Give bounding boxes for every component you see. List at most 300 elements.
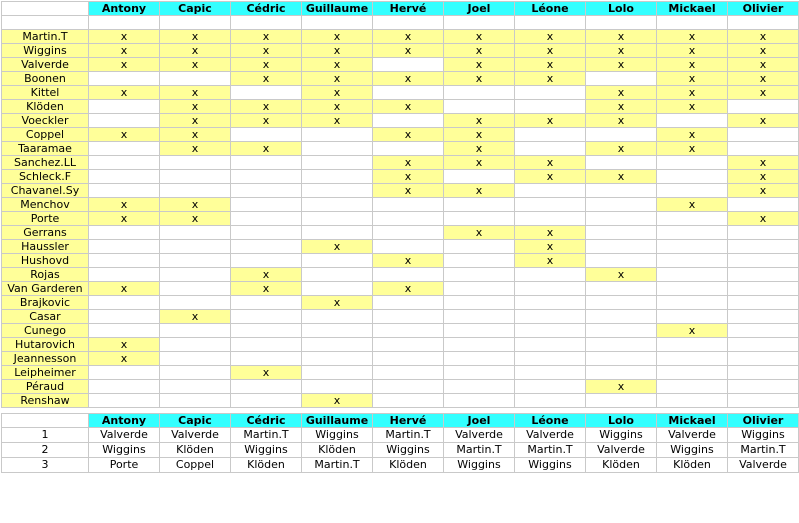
pick-empty[interactable] bbox=[231, 310, 302, 324]
pick-empty[interactable] bbox=[657, 114, 728, 128]
pick-mark[interactable]: x bbox=[160, 58, 231, 72]
ranking-cell[interactable]: Martin.T bbox=[444, 443, 515, 458]
pick-empty[interactable] bbox=[89, 254, 160, 268]
pick-empty[interactable] bbox=[160, 254, 231, 268]
pick-mark[interactable]: x bbox=[586, 86, 657, 100]
pick-empty[interactable] bbox=[373, 240, 444, 254]
pick-empty[interactable] bbox=[657, 310, 728, 324]
empty-cell[interactable] bbox=[728, 16, 799, 30]
pick-empty[interactable] bbox=[231, 198, 302, 212]
pick-empty[interactable] bbox=[657, 282, 728, 296]
pick-mark[interactable]: x bbox=[231, 30, 302, 44]
pick-mark[interactable]: x bbox=[373, 156, 444, 170]
picks-header-3[interactable]: Guillaume bbox=[302, 2, 373, 16]
pick-empty[interactable] bbox=[728, 366, 799, 380]
pick-empty[interactable] bbox=[373, 198, 444, 212]
pick-empty[interactable] bbox=[373, 296, 444, 310]
pick-mark[interactable]: x bbox=[160, 212, 231, 226]
pick-empty[interactable] bbox=[231, 212, 302, 226]
pick-empty[interactable] bbox=[373, 212, 444, 226]
pick-empty[interactable] bbox=[302, 352, 373, 366]
ranking-cell[interactable]: Wiggins bbox=[657, 443, 728, 458]
pick-empty[interactable] bbox=[657, 268, 728, 282]
pick-mark[interactable]: x bbox=[657, 142, 728, 156]
rider-name[interactable]: Gerrans bbox=[2, 226, 89, 240]
pick-empty[interactable] bbox=[515, 394, 586, 408]
picks-header-5[interactable]: Joel bbox=[444, 2, 515, 16]
pick-mark[interactable]: x bbox=[657, 30, 728, 44]
rank-number[interactable]: 3 bbox=[2, 458, 89, 473]
pick-empty[interactable] bbox=[515, 198, 586, 212]
pick-empty[interactable] bbox=[657, 156, 728, 170]
pick-mark[interactable]: x bbox=[89, 352, 160, 366]
pick-empty[interactable] bbox=[657, 240, 728, 254]
rider-name[interactable]: Martin.T bbox=[2, 30, 89, 44]
pick-empty[interactable] bbox=[444, 254, 515, 268]
pick-mark[interactable]: x bbox=[160, 310, 231, 324]
pick-empty[interactable] bbox=[231, 240, 302, 254]
pick-mark[interactable]: x bbox=[657, 86, 728, 100]
pick-empty[interactable] bbox=[160, 240, 231, 254]
pick-empty[interactable] bbox=[728, 282, 799, 296]
pick-empty[interactable] bbox=[515, 310, 586, 324]
pick-empty[interactable] bbox=[444, 86, 515, 100]
pick-mark[interactable]: x bbox=[728, 44, 799, 58]
pick-mark[interactable]: x bbox=[89, 128, 160, 142]
pick-mark[interactable]: x bbox=[89, 44, 160, 58]
empty-cell[interactable] bbox=[231, 16, 302, 30]
pick-empty[interactable] bbox=[444, 394, 515, 408]
empty-cell[interactable] bbox=[373, 16, 444, 30]
pick-mark[interactable]: x bbox=[89, 30, 160, 44]
pick-empty[interactable] bbox=[160, 380, 231, 394]
pick-mark[interactable]: x bbox=[586, 100, 657, 114]
pick-mark[interactable]: x bbox=[302, 44, 373, 58]
empty-cell[interactable] bbox=[2, 16, 89, 30]
pick-empty[interactable] bbox=[89, 226, 160, 240]
pick-empty[interactable] bbox=[586, 310, 657, 324]
pick-empty[interactable] bbox=[89, 296, 160, 310]
pick-empty[interactable] bbox=[231, 394, 302, 408]
pick-empty[interactable] bbox=[586, 338, 657, 352]
pick-mark[interactable]: x bbox=[515, 254, 586, 268]
picks-header-8[interactable]: Mickael bbox=[657, 2, 728, 16]
rider-name[interactable]: Péraud bbox=[2, 380, 89, 394]
pick-mark[interactable]: x bbox=[657, 58, 728, 72]
ranking-cell[interactable]: Wiggins bbox=[89, 443, 160, 458]
pick-empty[interactable] bbox=[231, 296, 302, 310]
ranking-header-5[interactable]: Joel bbox=[444, 414, 515, 428]
pick-empty[interactable] bbox=[728, 352, 799, 366]
ranking-cell[interactable]: Valverde bbox=[444, 428, 515, 443]
pick-mark[interactable]: x bbox=[728, 86, 799, 100]
pick-empty[interactable] bbox=[302, 380, 373, 394]
pick-mark[interactable]: x bbox=[160, 114, 231, 128]
pick-empty[interactable] bbox=[89, 156, 160, 170]
pick-empty[interactable] bbox=[373, 58, 444, 72]
pick-empty[interactable] bbox=[160, 184, 231, 198]
pick-empty[interactable] bbox=[231, 86, 302, 100]
pick-empty[interactable] bbox=[302, 184, 373, 198]
pick-mark[interactable]: x bbox=[444, 30, 515, 44]
pick-mark[interactable]: x bbox=[728, 30, 799, 44]
rider-name[interactable]: Sanchez.LL bbox=[2, 156, 89, 170]
ranking-header-3[interactable]: Guillaume bbox=[302, 414, 373, 428]
pick-empty[interactable] bbox=[657, 254, 728, 268]
pick-empty[interactable] bbox=[373, 338, 444, 352]
rider-name[interactable]: Casar bbox=[2, 310, 89, 324]
ranking-cell[interactable]: Klöden bbox=[373, 458, 444, 473]
pick-empty[interactable] bbox=[586, 198, 657, 212]
pick-mark[interactable]: x bbox=[373, 254, 444, 268]
ranking-cell[interactable]: Valverde bbox=[728, 458, 799, 473]
pick-mark[interactable]: x bbox=[302, 240, 373, 254]
pick-empty[interactable] bbox=[728, 254, 799, 268]
pick-mark[interactable]: x bbox=[586, 142, 657, 156]
pick-empty[interactable] bbox=[89, 394, 160, 408]
pick-empty[interactable] bbox=[515, 352, 586, 366]
empty-cell[interactable] bbox=[515, 16, 586, 30]
pick-mark[interactable]: x bbox=[373, 128, 444, 142]
pick-empty[interactable] bbox=[89, 100, 160, 114]
pick-mark[interactable]: x bbox=[160, 142, 231, 156]
pick-mark[interactable]: x bbox=[231, 142, 302, 156]
ranking-cell[interactable]: Martin.T bbox=[302, 458, 373, 473]
pick-empty[interactable] bbox=[586, 212, 657, 226]
pick-empty[interactable] bbox=[302, 226, 373, 240]
corner-cell[interactable] bbox=[2, 2, 89, 16]
rider-name[interactable]: Klöden bbox=[2, 100, 89, 114]
pick-mark[interactable]: x bbox=[160, 86, 231, 100]
rider-name[interactable]: Schleck.F bbox=[2, 170, 89, 184]
ranking-cell[interactable]: Klöden bbox=[586, 458, 657, 473]
pick-empty[interactable] bbox=[373, 366, 444, 380]
pick-mark[interactable]: x bbox=[586, 114, 657, 128]
pick-empty[interactable] bbox=[89, 380, 160, 394]
pick-mark[interactable]: x bbox=[89, 212, 160, 226]
pick-mark[interactable]: x bbox=[586, 380, 657, 394]
pick-mark[interactable]: x bbox=[373, 100, 444, 114]
pick-mark[interactable]: x bbox=[231, 366, 302, 380]
picks-header-9[interactable]: Olivier bbox=[728, 2, 799, 16]
pick-empty[interactable] bbox=[302, 198, 373, 212]
pick-mark[interactable]: x bbox=[515, 58, 586, 72]
rider-name[interactable]: Boonen bbox=[2, 72, 89, 86]
rider-name[interactable]: Jeannesson bbox=[2, 352, 89, 366]
ranking-cell[interactable]: Wiggins bbox=[444, 458, 515, 473]
pick-mark[interactable]: x bbox=[515, 226, 586, 240]
pick-empty[interactable] bbox=[160, 282, 231, 296]
pick-mark[interactable]: x bbox=[515, 30, 586, 44]
rider-name[interactable]: Renshaw bbox=[2, 394, 89, 408]
pick-mark[interactable]: x bbox=[89, 338, 160, 352]
empty-cell[interactable] bbox=[160, 16, 231, 30]
pick-empty[interactable] bbox=[728, 142, 799, 156]
rider-name[interactable]: Hushovd bbox=[2, 254, 89, 268]
pick-empty[interactable] bbox=[728, 338, 799, 352]
pick-empty[interactable] bbox=[728, 268, 799, 282]
pick-empty[interactable] bbox=[444, 212, 515, 226]
pick-empty[interactable] bbox=[515, 338, 586, 352]
pick-mark[interactable]: x bbox=[515, 114, 586, 128]
pick-empty[interactable] bbox=[444, 366, 515, 380]
pick-mark[interactable]: x bbox=[515, 44, 586, 58]
pick-empty[interactable] bbox=[373, 394, 444, 408]
pick-empty[interactable] bbox=[89, 310, 160, 324]
rank-number[interactable]: 1 bbox=[2, 428, 89, 443]
pick-mark[interactable]: x bbox=[373, 44, 444, 58]
pick-mark[interactable]: x bbox=[89, 86, 160, 100]
pick-mark[interactable]: x bbox=[586, 44, 657, 58]
rider-name[interactable]: Hutarovich bbox=[2, 338, 89, 352]
pick-mark[interactable]: x bbox=[302, 114, 373, 128]
pick-mark[interactable]: x bbox=[89, 282, 160, 296]
pick-empty[interactable] bbox=[444, 324, 515, 338]
pick-mark[interactable]: x bbox=[231, 100, 302, 114]
pick-mark[interactable]: x bbox=[302, 86, 373, 100]
pick-mark[interactable]: x bbox=[657, 324, 728, 338]
rider-name[interactable]: Kittel bbox=[2, 86, 89, 100]
ranking-cell[interactable]: Wiggins bbox=[586, 428, 657, 443]
pick-empty[interactable] bbox=[302, 338, 373, 352]
pick-empty[interactable] bbox=[586, 156, 657, 170]
pick-mark[interactable]: x bbox=[302, 58, 373, 72]
ranking-cell[interactable]: Martin.T bbox=[515, 443, 586, 458]
pick-empty[interactable] bbox=[160, 394, 231, 408]
pick-empty[interactable] bbox=[515, 128, 586, 142]
pick-mark[interactable]: x bbox=[231, 58, 302, 72]
rider-name[interactable]: Rojas bbox=[2, 268, 89, 282]
pick-mark[interactable]: x bbox=[231, 114, 302, 128]
pick-empty[interactable] bbox=[302, 324, 373, 338]
pick-empty[interactable] bbox=[586, 184, 657, 198]
ranking-header-2[interactable]: Cédric bbox=[231, 414, 302, 428]
pick-empty[interactable] bbox=[231, 128, 302, 142]
pick-empty[interactable] bbox=[302, 156, 373, 170]
pick-empty[interactable] bbox=[160, 296, 231, 310]
pick-mark[interactable]: x bbox=[444, 114, 515, 128]
pick-empty[interactable] bbox=[515, 324, 586, 338]
pick-mark[interactable]: x bbox=[728, 72, 799, 86]
pick-empty[interactable] bbox=[302, 142, 373, 156]
ranking-cell[interactable]: Wiggins bbox=[302, 428, 373, 443]
pick-empty[interactable] bbox=[89, 184, 160, 198]
ranking-cell[interactable]: Wiggins bbox=[728, 428, 799, 443]
ranking-cell[interactable]: Martin.T bbox=[728, 443, 799, 458]
ranking-cell[interactable]: Valverde bbox=[657, 428, 728, 443]
pick-mark[interactable]: x bbox=[586, 170, 657, 184]
ranking-header-6[interactable]: Léone bbox=[515, 414, 586, 428]
pick-empty[interactable] bbox=[373, 310, 444, 324]
pick-empty[interactable] bbox=[657, 170, 728, 184]
ranking-cell[interactable]: Wiggins bbox=[373, 443, 444, 458]
ranking-cell[interactable]: Klöden bbox=[657, 458, 728, 473]
pick-empty[interactable] bbox=[586, 366, 657, 380]
pick-empty[interactable] bbox=[160, 338, 231, 352]
pick-mark[interactable]: x bbox=[728, 184, 799, 198]
pick-empty[interactable] bbox=[515, 86, 586, 100]
pick-empty[interactable] bbox=[231, 226, 302, 240]
pick-empty[interactable] bbox=[89, 366, 160, 380]
pick-empty[interactable] bbox=[586, 394, 657, 408]
pick-mark[interactable]: x bbox=[231, 44, 302, 58]
pick-empty[interactable] bbox=[728, 128, 799, 142]
pick-empty[interactable] bbox=[302, 310, 373, 324]
pick-mark[interactable]: x bbox=[231, 268, 302, 282]
pick-empty[interactable] bbox=[302, 282, 373, 296]
pick-mark[interactable]: x bbox=[444, 128, 515, 142]
pick-mark[interactable]: x bbox=[728, 114, 799, 128]
rider-name[interactable]: Porte bbox=[2, 212, 89, 226]
picks-header-2[interactable]: Cédric bbox=[231, 2, 302, 16]
pick-empty[interactable] bbox=[160, 352, 231, 366]
rider-name[interactable]: Wiggins bbox=[2, 44, 89, 58]
empty-cell[interactable] bbox=[444, 16, 515, 30]
pick-empty[interactable] bbox=[444, 268, 515, 282]
pick-empty[interactable] bbox=[231, 352, 302, 366]
pick-mark[interactable]: x bbox=[89, 58, 160, 72]
pick-empty[interactable] bbox=[444, 198, 515, 212]
pick-mark[interactable]: x bbox=[728, 212, 799, 226]
pick-mark[interactable]: x bbox=[444, 142, 515, 156]
pick-mark[interactable]: x bbox=[302, 100, 373, 114]
pick-empty[interactable] bbox=[231, 380, 302, 394]
pick-mark[interactable]: x bbox=[231, 72, 302, 86]
pick-mark[interactable]: x bbox=[444, 44, 515, 58]
pick-empty[interactable] bbox=[302, 254, 373, 268]
rider-name[interactable]: Valverde bbox=[2, 58, 89, 72]
pick-mark[interactable]: x bbox=[657, 198, 728, 212]
ranking-header-0[interactable]: Antony bbox=[89, 414, 160, 428]
pick-mark[interactable]: x bbox=[160, 100, 231, 114]
ranking-cell[interactable]: Klöden bbox=[160, 443, 231, 458]
pick-empty[interactable] bbox=[160, 366, 231, 380]
pick-empty[interactable] bbox=[302, 128, 373, 142]
pick-empty[interactable] bbox=[302, 170, 373, 184]
pick-empty[interactable] bbox=[444, 352, 515, 366]
pick-empty[interactable] bbox=[373, 226, 444, 240]
pick-mark[interactable]: x bbox=[89, 198, 160, 212]
rider-name[interactable]: Voeckler bbox=[2, 114, 89, 128]
pick-empty[interactable] bbox=[160, 324, 231, 338]
ranking-cell[interactable]: Coppel bbox=[160, 458, 231, 473]
pick-empty[interactable] bbox=[373, 142, 444, 156]
pick-empty[interactable] bbox=[373, 380, 444, 394]
pick-mark[interactable]: x bbox=[444, 226, 515, 240]
pick-mark[interactable]: x bbox=[373, 282, 444, 296]
pick-mark[interactable]: x bbox=[728, 58, 799, 72]
pick-empty[interactable] bbox=[231, 338, 302, 352]
pick-mark[interactable]: x bbox=[515, 240, 586, 254]
pick-empty[interactable] bbox=[515, 212, 586, 226]
pick-empty[interactable] bbox=[444, 170, 515, 184]
pick-mark[interactable]: x bbox=[586, 58, 657, 72]
pick-empty[interactable] bbox=[231, 170, 302, 184]
pick-empty[interactable] bbox=[89, 72, 160, 86]
pick-empty[interactable] bbox=[373, 268, 444, 282]
pick-empty[interactable] bbox=[444, 282, 515, 296]
ranking-header-4[interactable]: Hervé bbox=[373, 414, 444, 428]
ranking-cell[interactable]: Valverde bbox=[89, 428, 160, 443]
pick-empty[interactable] bbox=[302, 366, 373, 380]
pick-mark[interactable]: x bbox=[373, 170, 444, 184]
pick-empty[interactable] bbox=[586, 352, 657, 366]
pick-empty[interactable] bbox=[89, 240, 160, 254]
pick-empty[interactable] bbox=[586, 324, 657, 338]
pick-empty[interactable] bbox=[728, 324, 799, 338]
pick-mark[interactable]: x bbox=[657, 100, 728, 114]
pick-empty[interactable] bbox=[586, 282, 657, 296]
rider-name[interactable]: Menchov bbox=[2, 198, 89, 212]
pick-empty[interactable] bbox=[515, 380, 586, 394]
pick-empty[interactable] bbox=[515, 296, 586, 310]
pick-empty[interactable] bbox=[444, 240, 515, 254]
pick-empty[interactable] bbox=[728, 226, 799, 240]
rider-name[interactable]: Haussler bbox=[2, 240, 89, 254]
pick-mark[interactable]: x bbox=[515, 156, 586, 170]
pick-empty[interactable] bbox=[657, 394, 728, 408]
pick-mark[interactable]: x bbox=[302, 30, 373, 44]
pick-empty[interactable] bbox=[444, 338, 515, 352]
empty-cell[interactable] bbox=[657, 16, 728, 30]
picks-header-4[interactable]: Hervé bbox=[373, 2, 444, 16]
pick-empty[interactable] bbox=[302, 268, 373, 282]
pick-empty[interactable] bbox=[586, 128, 657, 142]
corner-cell[interactable] bbox=[2, 414, 89, 428]
pick-mark[interactable]: x bbox=[160, 44, 231, 58]
pick-empty[interactable] bbox=[89, 324, 160, 338]
rider-name[interactable]: Brajkovic bbox=[2, 296, 89, 310]
picks-header-0[interactable]: Antony bbox=[89, 2, 160, 16]
pick-empty[interactable] bbox=[515, 268, 586, 282]
pick-mark[interactable]: x bbox=[444, 58, 515, 72]
pick-empty[interactable] bbox=[728, 240, 799, 254]
picks-header-7[interactable]: Lolo bbox=[586, 2, 657, 16]
pick-empty[interactable] bbox=[231, 254, 302, 268]
pick-empty[interactable] bbox=[89, 170, 160, 184]
rider-name[interactable]: Van Garderen bbox=[2, 282, 89, 296]
ranking-cell[interactable]: Valverde bbox=[586, 443, 657, 458]
pick-empty[interactable] bbox=[728, 198, 799, 212]
pick-mark[interactable]: x bbox=[444, 72, 515, 86]
pick-mark[interactable]: x bbox=[657, 44, 728, 58]
pick-empty[interactable] bbox=[231, 324, 302, 338]
pick-empty[interactable] bbox=[728, 394, 799, 408]
pick-empty[interactable] bbox=[89, 142, 160, 156]
pick-empty[interactable] bbox=[657, 184, 728, 198]
pick-empty[interactable] bbox=[515, 366, 586, 380]
pick-empty[interactable] bbox=[373, 352, 444, 366]
pick-empty[interactable] bbox=[444, 310, 515, 324]
pick-empty[interactable] bbox=[515, 142, 586, 156]
pick-empty[interactable] bbox=[444, 380, 515, 394]
ranking-cell[interactable]: Klöden bbox=[231, 458, 302, 473]
pick-empty[interactable] bbox=[657, 296, 728, 310]
pick-empty[interactable] bbox=[657, 352, 728, 366]
pick-empty[interactable] bbox=[89, 114, 160, 128]
pick-mark[interactable]: x bbox=[728, 170, 799, 184]
ranking-cell[interactable]: Porte bbox=[89, 458, 160, 473]
ranking-header-8[interactable]: Mickael bbox=[657, 414, 728, 428]
ranking-header-1[interactable]: Capic bbox=[160, 414, 231, 428]
pick-empty[interactable] bbox=[586, 296, 657, 310]
ranking-cell[interactable]: Valverde bbox=[160, 428, 231, 443]
ranking-cell[interactable]: Valverde bbox=[515, 428, 586, 443]
ranking-cell[interactable]: Klöden bbox=[302, 443, 373, 458]
pick-mark[interactable]: x bbox=[302, 394, 373, 408]
rider-name[interactable]: Cunego bbox=[2, 324, 89, 338]
ranking-header-9[interactable]: Olivier bbox=[728, 414, 799, 428]
